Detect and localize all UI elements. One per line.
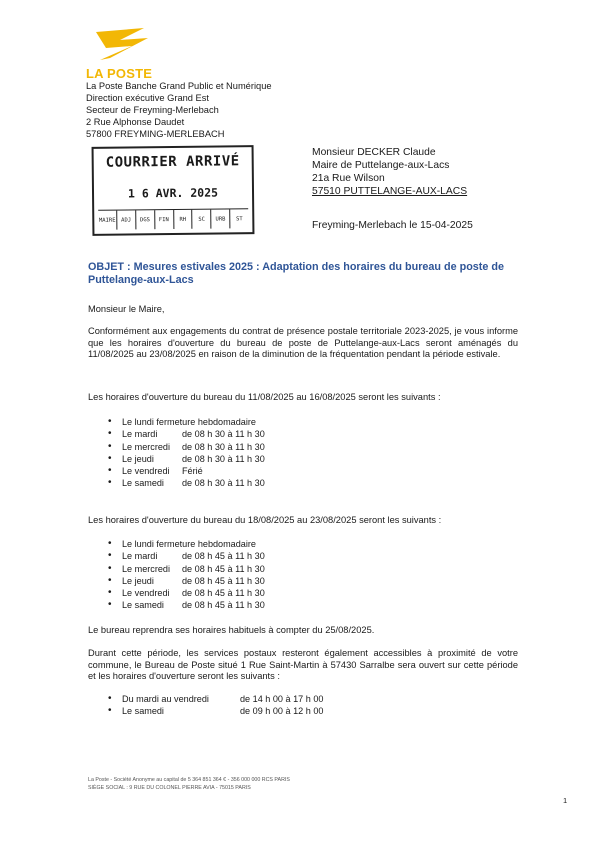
day-label: • Le mercredi: [122, 563, 171, 574]
recipient-line: Maire de Puttelange-aux-Lacs: [312, 160, 450, 171]
footer-line: SIÈGE SOCIAL : 9 RUE DU COLONEL PIERRE AVIA - 75015 PARIS: [88, 785, 251, 791]
page-number: 1: [563, 796, 568, 805]
list-item: [108, 477, 265, 489]
day-label: • Le samedi: [122, 478, 164, 489]
hours-label: de 08 h 45 à 11 h 30: [182, 563, 265, 574]
day-label: • Le jeudi: [122, 575, 154, 586]
sender-address: [86, 80, 272, 140]
place-date: Freyming-Merlebach le 15-04-2025: [312, 220, 473, 231]
logo-text: LA POSTE: [86, 66, 153, 81]
list-item: [108, 453, 265, 465]
footer-line: La Poste - Société Anonyme au capital de 5 364 851 364 € - 356 000 000 RCS PARIS: [88, 777, 290, 783]
hours-label: de 09 h 00 à 12 h 00: [240, 706, 324, 717]
stamp-cell: DGS: [136, 210, 155, 229]
list-item: [108, 587, 265, 599]
day-label: • Le lundi fermeture hebdomadaire: [122, 417, 256, 427]
stamp-cell: MAIRE: [98, 211, 117, 230]
day-label: • Le vendredi: [122, 588, 170, 599]
list-item: [108, 693, 323, 705]
sender-line: Direction exécutive Grand Est: [86, 93, 209, 103]
hours-label: de 08 h 30 à 11 h 30: [182, 453, 265, 464]
hours-label: de 08 h 45 à 11 h 30: [182, 588, 265, 599]
schedule-list-3: [108, 693, 323, 718]
stamp-title: COURRIER ARRIVÉ: [105, 153, 240, 171]
list-item: [108, 416, 265, 428]
recipient-line: 21a Rue Wilson: [312, 173, 385, 184]
hours-label: de 08 h 30 à 11 h 30: [182, 441, 265, 452]
list-item: [108, 575, 265, 587]
subject-heading: OBJET : Mesures estivales 2025 : Adaptation des horaires du bureau de poste de Puttelange-aux-Lacs: [88, 261, 505, 286]
received-stamp: [92, 145, 255, 236]
list-item: [108, 550, 265, 562]
paragraph-schedule1-intro: Les horaires d'ouverture du bureau du 11/08/2025 au 16/08/2025 seront les suivants :: [88, 392, 441, 402]
stamp-cells: [98, 208, 248, 230]
day-label: • Le samedi: [122, 600, 164, 611]
day-label: • Le lundi fermeture hebdomadaire: [122, 539, 256, 549]
stamp-cell: URB: [211, 209, 230, 228]
day-label: • Le jeudi: [122, 453, 154, 464]
list-item: [108, 428, 265, 440]
paragraph-resume: Le bureau reprendra ses horaires habituels à compter du 25/08/2025.: [88, 625, 375, 635]
stamp-date: 1 6 AVR. 2025: [127, 185, 219, 201]
sender-line: Secteur de Freyming-Merlebach: [86, 105, 219, 115]
sender-line: La Poste Banche Grand Public et Numérique: [86, 81, 272, 91]
list-item: [108, 599, 265, 611]
list-item: [108, 563, 265, 575]
hours-label: de 08 h 30 à 11 h 30: [182, 478, 265, 489]
schedule-list-1: [108, 416, 265, 490]
list-item: [108, 538, 265, 550]
hours-label: Férié: [182, 466, 203, 477]
sender-line: 57800 FREYMING-MERLEBACH: [86, 129, 225, 139]
paragraph-schedule2-intro: Les horaires d'ouverture du bureau du 18/08/2025 au 23/08/2025 seront les suivants :: [88, 515, 442, 525]
stamp-cell: SC: [193, 210, 212, 229]
list-item: [108, 705, 323, 717]
hours-label: de 08 h 45 à 11 h 30: [182, 551, 265, 562]
paragraph-intro: Conformément aux engagements du contrat de présence postale territoriale 2023-2025, je vous informe que les horaires d'ouverture du bureau de poste de Puttelange-aux-Lacs seront aménagés du 11/08/2025 au 23/08/2025 en raison de la diminution de la fréquentation pendant la période estivale.: [88, 326, 518, 359]
hours-label: de 14 h 00 à 17 h 00: [240, 694, 324, 704]
hours-label: de 08 h 45 à 11 h 30: [182, 600, 265, 611]
day-label: • Le mercredi: [122, 441, 171, 452]
recipient-line: Monsieur DECKER Claude: [312, 147, 436, 158]
day-label: • Le mardi: [122, 429, 158, 440]
paragraph-alternative-office: Durant cette période, les services postaux resteront également accessibles à proximité de votre commune, le Bureau de Poste situé 1 Rue Saint-Martin à 57430 Sarralbe sera ouvert sur cette période et les horaires d'ouverture seront les suivants :: [88, 648, 518, 681]
day-label: • Le vendredi: [122, 466, 170, 477]
list-item: [108, 465, 265, 477]
salutation: Monsieur le Maire,: [88, 304, 165, 314]
stamp-cell: ADJ: [117, 210, 136, 229]
list-item: [108, 441, 265, 453]
stamp-cell: FIN: [155, 210, 174, 229]
recipient-address: [312, 146, 467, 198]
hours-label: de 08 h 45 à 11 h 30: [182, 575, 265, 586]
recipient-line: 57510 PUTTELANGE-AUX-LACS: [312, 186, 468, 197]
day-label: • Le mardi: [122, 551, 158, 562]
hours-label: de 08 h 30 à 11 h 30: [182, 429, 265, 440]
day-label: • Du mardi au vendredi: [122, 694, 209, 704]
sender-line: 2 Rue Alphonse Daudet: [86, 117, 185, 127]
stamp-cell: ST: [236, 215, 243, 222]
day-label: • Le samedi: [122, 706, 164, 717]
stamp-cell: RH: [174, 210, 193, 229]
legal-footer: [88, 776, 290, 792]
schedule-list-2: [108, 538, 265, 612]
